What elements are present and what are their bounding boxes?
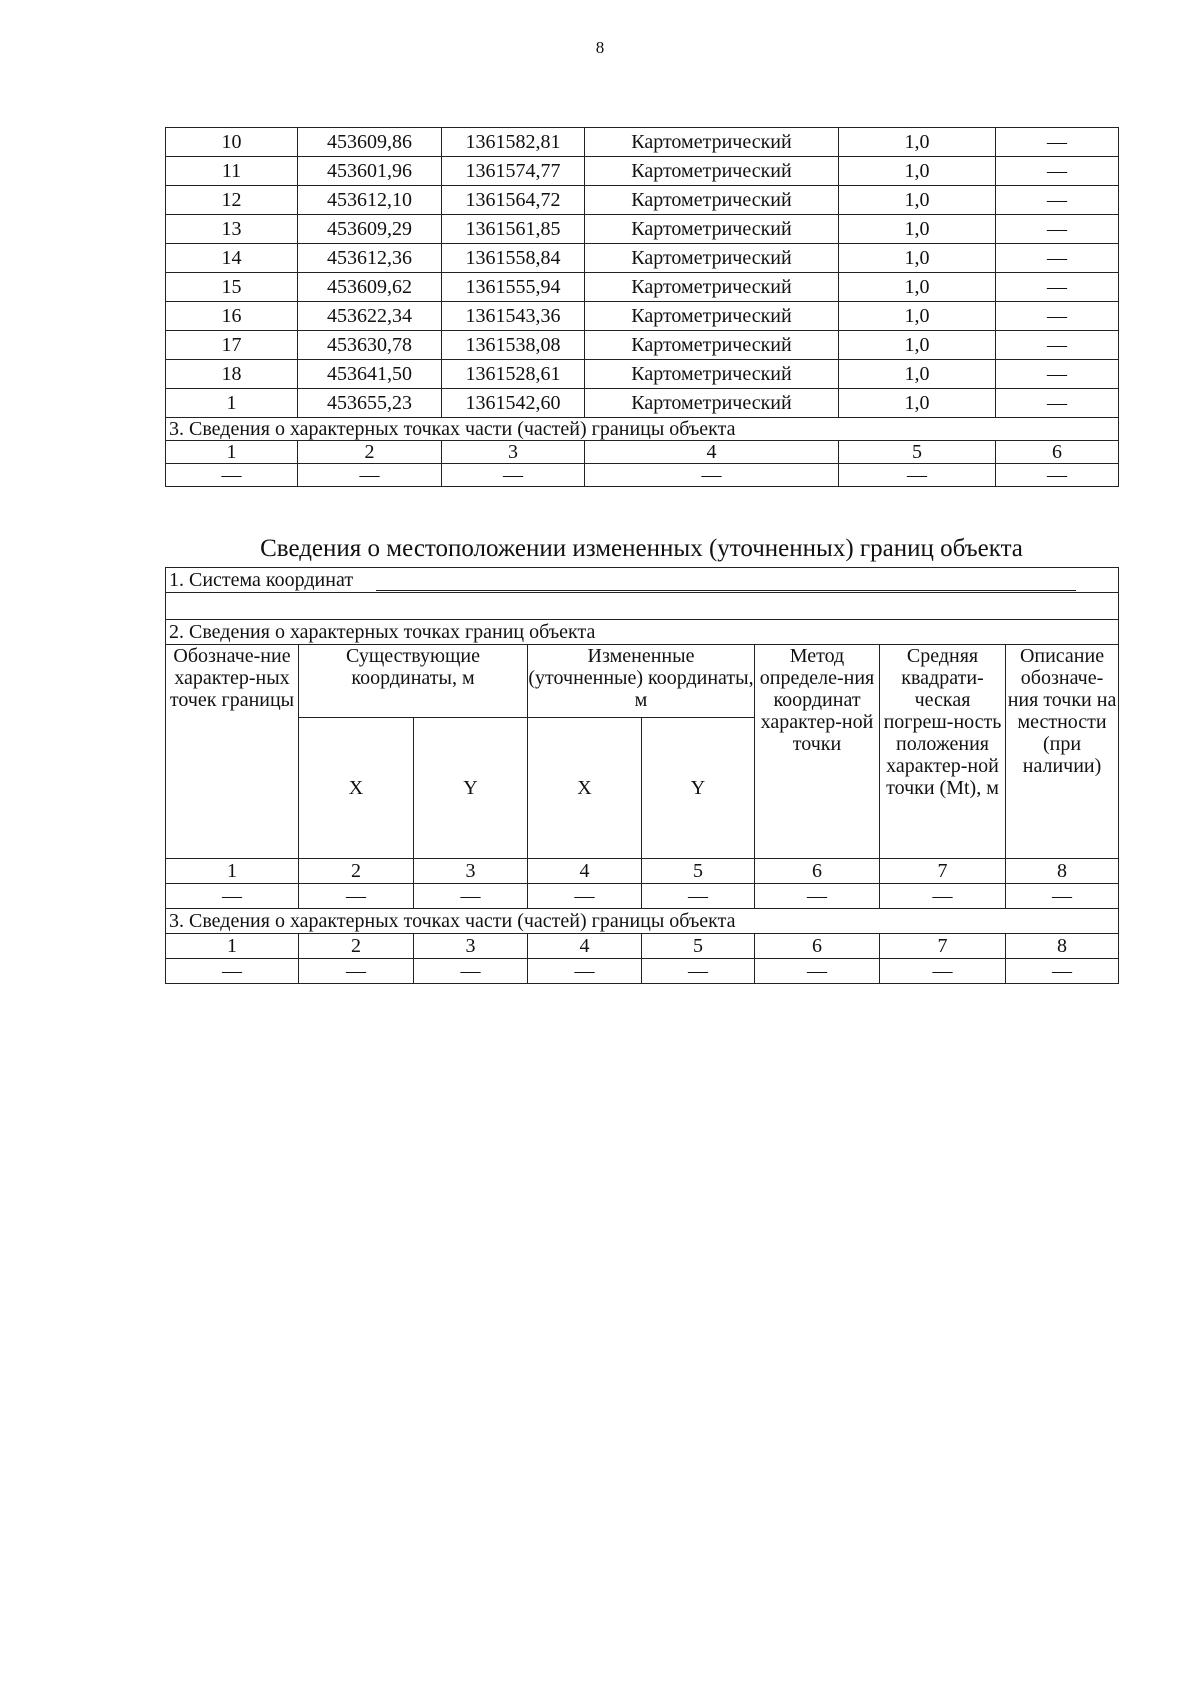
- coord-system-blank-line: [376, 576, 1076, 591]
- table-row: [166, 157, 1119, 186]
- table-cell: 453609,86: [298, 128, 442, 157]
- table-cell: 1,0: [839, 331, 996, 360]
- table-cell: 14: [166, 244, 298, 273]
- empty-value-dash: —: [528, 959, 642, 984]
- table-cell: 1: [166, 389, 298, 418]
- changed-boundaries-table: [165, 567, 1119, 984]
- table-cell: 1361582,81: [442, 128, 585, 157]
- column-number: 4: [585, 441, 839, 464]
- section3-title-row: [166, 418, 1119, 441]
- table-cell: 1,0: [839, 215, 996, 244]
- table-cell: 1361564,72: [442, 186, 585, 215]
- section3-dashes-row: [166, 464, 1119, 487]
- table-cell: 1361561,85: [442, 215, 585, 244]
- coord-system-row: [166, 568, 1119, 593]
- table-cell: —: [996, 331, 1119, 360]
- table-row: [166, 186, 1119, 215]
- empty-value-dash-row: [166, 959, 1119, 984]
- table-cell: —: [996, 273, 1119, 302]
- points-table-continuation: [165, 127, 1119, 487]
- column-number: 8: [1006, 859, 1119, 884]
- column-number: 7: [880, 859, 1006, 884]
- column-number: 2: [298, 441, 442, 464]
- table-cell: Картометрический: [585, 128, 839, 157]
- section-title: Сведения о местоположении измененных (уточненных) границ объекта: [260, 535, 1023, 562]
- table-cell: Картометрический: [585, 389, 839, 418]
- table-cell: 13: [166, 215, 298, 244]
- table-cell: 10: [166, 128, 298, 157]
- empty-value-dash: —: [414, 884, 528, 909]
- column-number: 5: [642, 934, 755, 959]
- empty-value-dash: —: [642, 959, 755, 984]
- column-number: 7: [880, 934, 1006, 959]
- column-number: 3: [414, 859, 528, 884]
- table-cell: 1361555,94: [442, 273, 585, 302]
- points-section-title: 2. Сведения о характерных точках границ объекта: [166, 620, 1119, 645]
- column-number-row: [166, 934, 1119, 959]
- empty-value-dash: —: [299, 884, 414, 909]
- table-row: [166, 302, 1119, 331]
- table-cell: Картометрический: [585, 331, 839, 360]
- table-cell: —: [996, 244, 1119, 273]
- page-number: 8: [595, 38, 605, 57]
- empty-value-dash: —: [755, 884, 880, 909]
- header-existing-y: Y: [414, 718, 528, 859]
- empty-value-dash: —: [166, 884, 299, 909]
- table-cell: 1,0: [839, 157, 996, 186]
- empty-value-dash: —: [442, 464, 585, 487]
- table-cell: —: [996, 215, 1119, 244]
- table-cell: 1361543,36: [442, 302, 585, 331]
- column-number: 5: [839, 441, 996, 464]
- table-cell: 16: [166, 302, 298, 331]
- coord-system-empty-row: [166, 593, 1119, 620]
- table-cell: 1,0: [839, 186, 996, 215]
- empty-value-dash: —: [166, 959, 299, 984]
- table-cell: Картометрический: [585, 273, 839, 302]
- header-description: Описание обозначе-ния точки на местности (при наличии): [1006, 645, 1119, 859]
- section3-title: 3. Сведения о характерных точках части (частей) границы объекта: [166, 418, 1119, 441]
- table-cell: —: [996, 128, 1119, 157]
- table-cell: 11: [166, 157, 298, 186]
- column-number: 6: [996, 441, 1119, 464]
- table-cell: 17: [166, 331, 298, 360]
- table-cell: 453612,36: [298, 244, 442, 273]
- empty-value-dash: —: [1006, 884, 1119, 909]
- column-number: 3: [442, 441, 585, 464]
- table-row: [166, 244, 1119, 273]
- table-row: [166, 360, 1119, 389]
- column-number: 5: [642, 859, 755, 884]
- table-row: [166, 215, 1119, 244]
- coord-system-label: 1. Система координат: [169, 569, 354, 591]
- empty-value-dash: —: [299, 959, 414, 984]
- table-cell: Картометрический: [585, 360, 839, 389]
- header-existing-x: X: [299, 718, 414, 859]
- table-cell: 453655,23: [298, 389, 442, 418]
- header-changed-coords: Измененные (уточненные) координаты, м: [528, 645, 755, 718]
- empty-value-dash: —: [755, 959, 880, 984]
- table-cell: 1361538,08: [442, 331, 585, 360]
- table-cell: 12: [166, 186, 298, 215]
- empty-value-dash: —: [839, 464, 996, 487]
- table-cell: 1,0: [839, 389, 996, 418]
- header-method: Метод определе-ния координат характер-ной точки: [755, 645, 880, 859]
- empty-value-dash: —: [642, 884, 755, 909]
- column-number: 4: [528, 859, 642, 884]
- empty-value-dash: —: [414, 959, 528, 984]
- table-cell: 453609,29: [298, 215, 442, 244]
- empty-value-dash: —: [585, 464, 839, 487]
- empty-value-dash: —: [996, 464, 1119, 487]
- column-number: 1: [166, 441, 298, 464]
- table-cell: —: [996, 157, 1119, 186]
- empty-value-dash: —: [1006, 959, 1119, 984]
- table-cell: 453641,50: [298, 360, 442, 389]
- table-cell: —: [996, 360, 1119, 389]
- table-cell: 1,0: [839, 360, 996, 389]
- header-designation: Обозначе-ние характер-ных точек границы: [166, 645, 299, 859]
- table-cell: —: [996, 389, 1119, 418]
- header-mse: Средняя квадрати-ческая погреш-ность положения характер-ной точки (Mt), м: [880, 645, 1006, 859]
- empty-value-dash-row: [166, 884, 1119, 909]
- table-cell: Картометрический: [585, 244, 839, 273]
- header-existing-coords: Существующие координаты, м: [299, 645, 528, 718]
- column-number-row: [166, 859, 1119, 884]
- empty-value-dash: —: [528, 884, 642, 909]
- column-number: 4: [528, 934, 642, 959]
- table-cell: 1361542,60: [442, 389, 585, 418]
- table-cell: 453622,34: [298, 302, 442, 331]
- table-cell: 453630,78: [298, 331, 442, 360]
- column-number: 1: [166, 859, 299, 884]
- table-cell: 1361574,77: [442, 157, 585, 186]
- table-cell: Картометрический: [585, 302, 839, 331]
- table-cell: 1,0: [839, 244, 996, 273]
- table-cell: 453612,10: [298, 186, 442, 215]
- empty-value-dash: —: [880, 884, 1006, 909]
- empty-value-dash: —: [880, 959, 1006, 984]
- table-cell: 18: [166, 360, 298, 389]
- table-cell: 1361558,84: [442, 244, 585, 273]
- table-row: [166, 128, 1119, 157]
- header-changed-x: X: [528, 718, 642, 859]
- table-cell: 15: [166, 273, 298, 302]
- column-number: 2: [299, 934, 414, 959]
- column-number: 1: [166, 934, 299, 959]
- part-section-title: 3. Сведения о характерных точках части (частей) границы объекта: [166, 909, 1119, 934]
- table-row: [166, 273, 1119, 302]
- section3-numbers-row: [166, 441, 1119, 464]
- table-cell: 453609,62: [298, 273, 442, 302]
- column-number: 2: [299, 859, 414, 884]
- table-cell: Картометрический: [585, 157, 839, 186]
- table-cell: 1,0: [839, 302, 996, 331]
- table-cell: —: [996, 186, 1119, 215]
- column-number: 6: [755, 934, 880, 959]
- table-row: [166, 331, 1119, 360]
- header-changed-y: Y: [642, 718, 755, 859]
- table-cell: 1,0: [839, 128, 996, 157]
- table-cell: 453601,96: [298, 157, 442, 186]
- column-number: 3: [414, 934, 528, 959]
- empty-value-dash: —: [298, 464, 442, 487]
- table-cell: 1,0: [839, 273, 996, 302]
- table-cell: Картометрический: [585, 215, 839, 244]
- column-number: 6: [755, 859, 880, 884]
- table-cell: —: [996, 302, 1119, 331]
- table-cell: Картометрический: [585, 186, 839, 215]
- table-row: [166, 389, 1119, 418]
- empty-value-dash: —: [166, 464, 298, 487]
- table-cell: 1361528,61: [442, 360, 585, 389]
- column-number: 8: [1006, 934, 1119, 959]
